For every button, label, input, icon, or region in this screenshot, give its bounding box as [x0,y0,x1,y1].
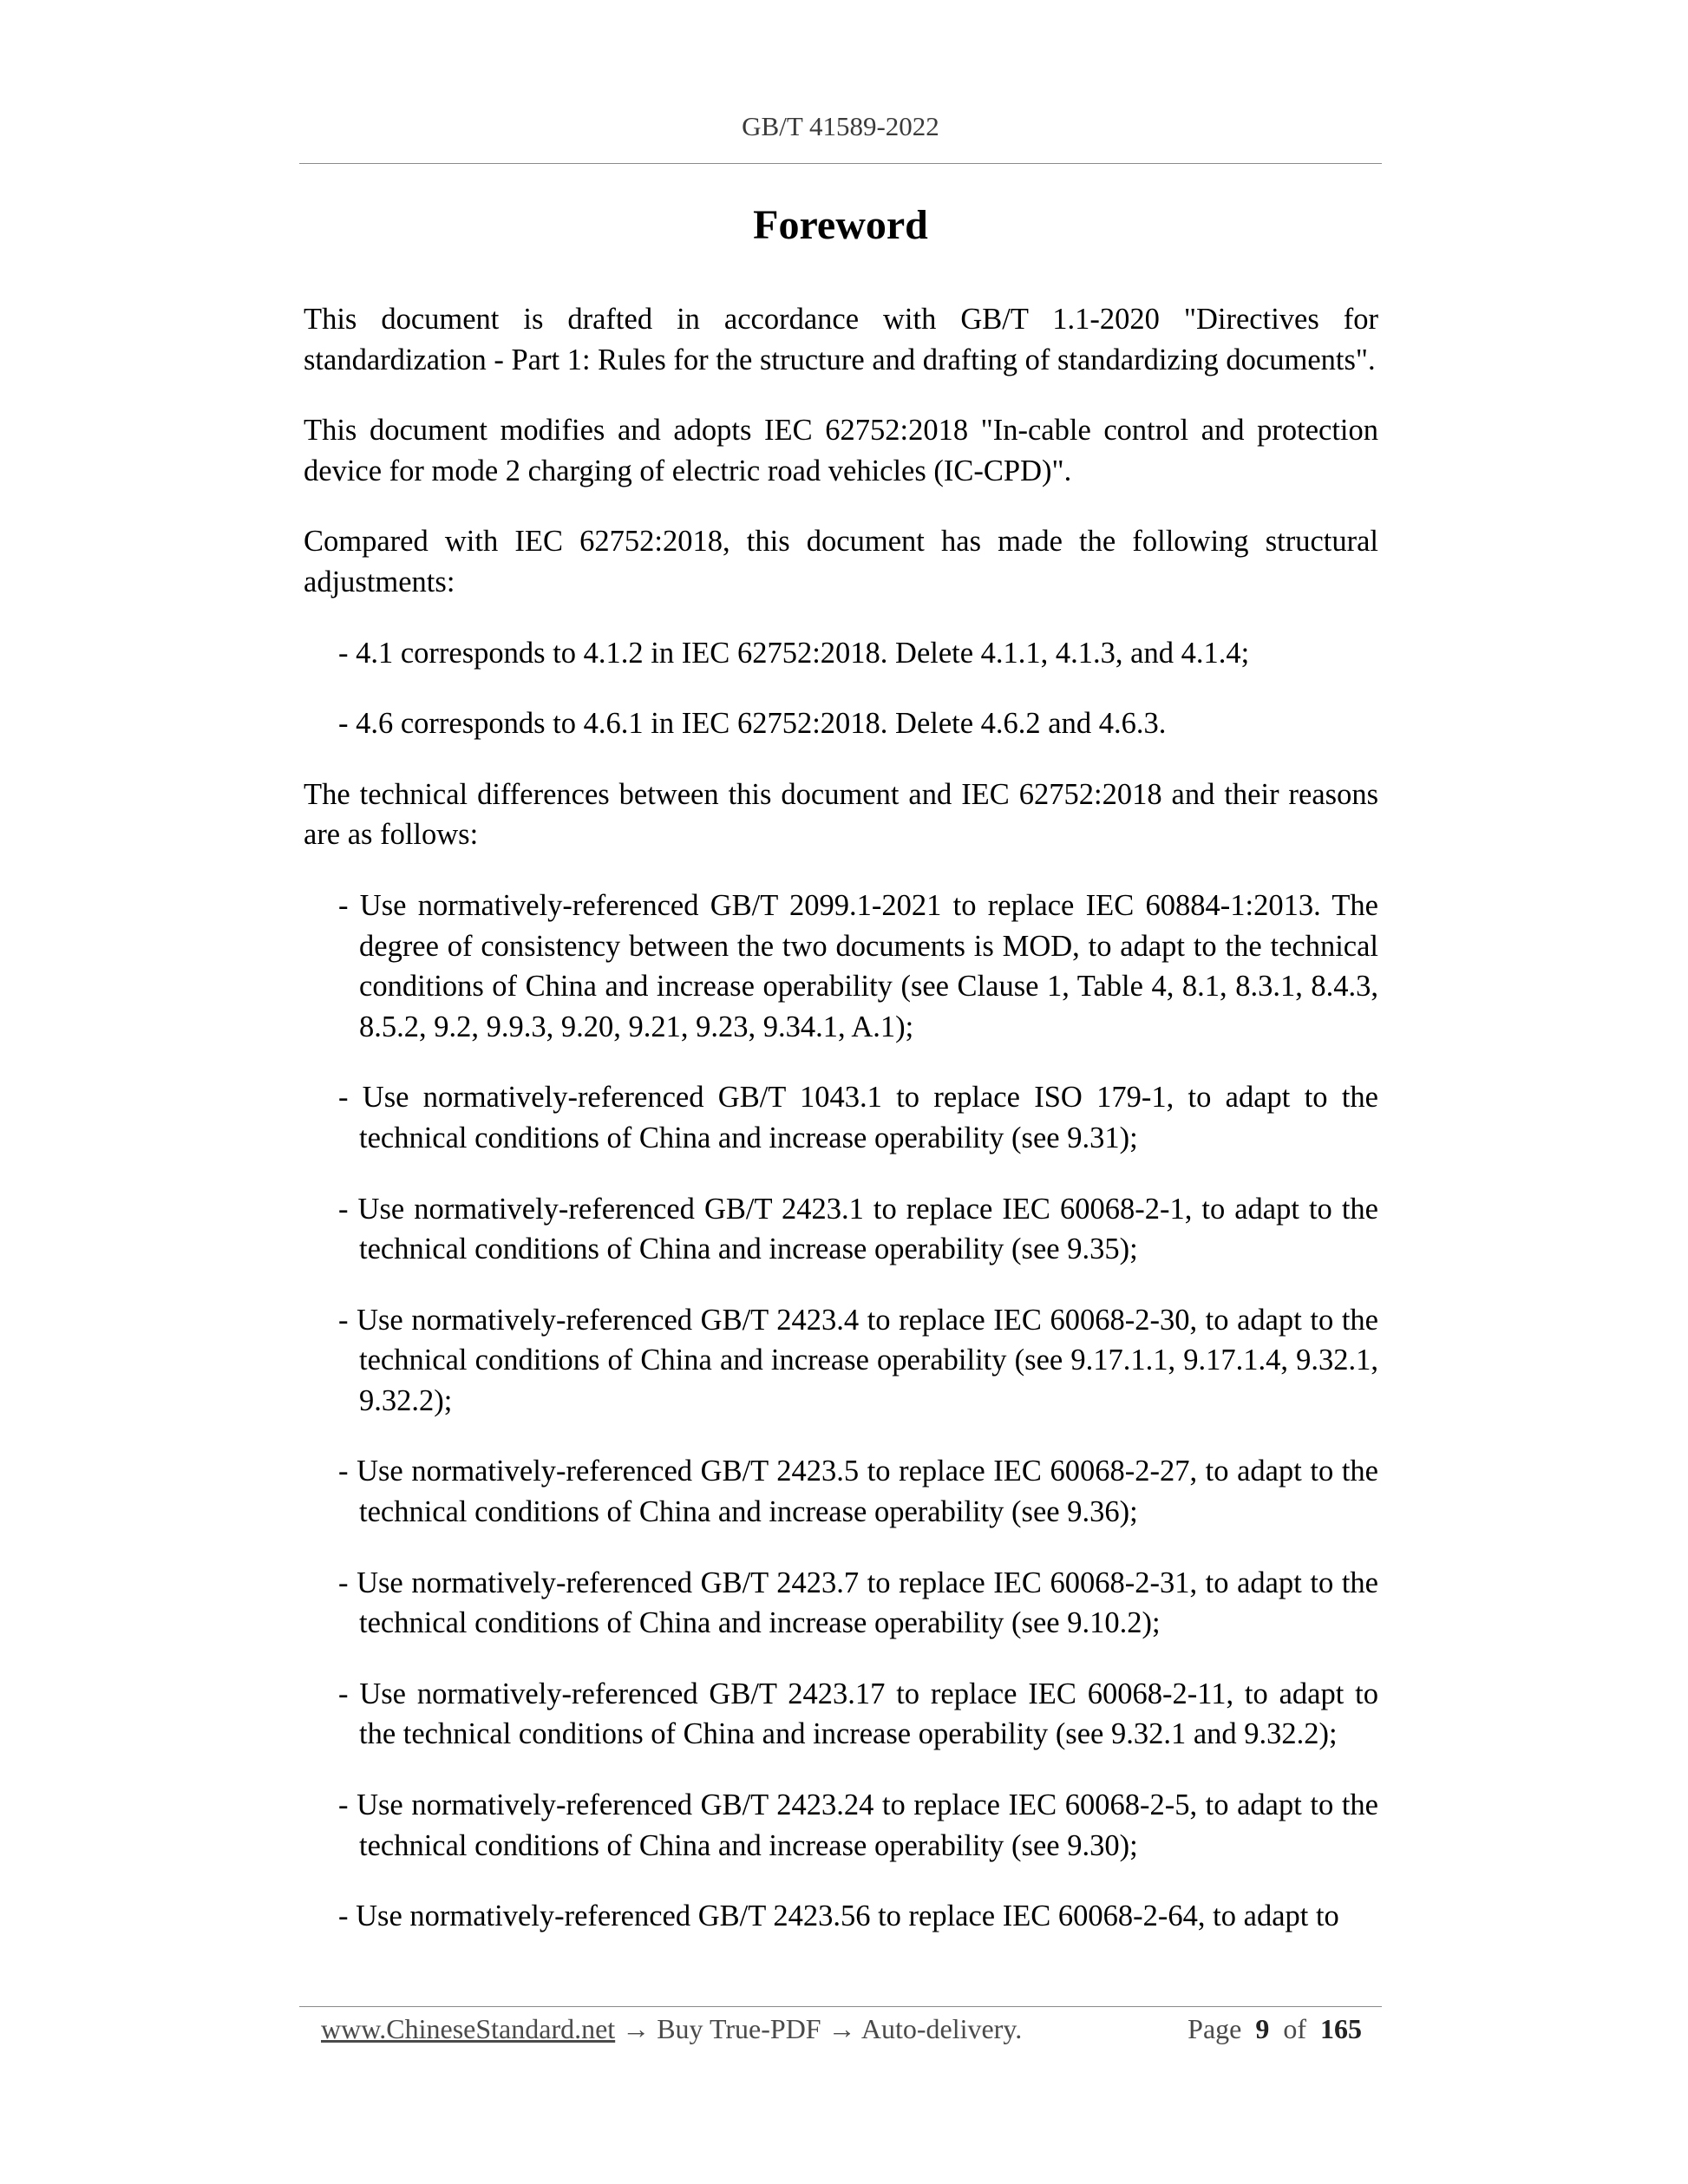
list-item: - Use normatively-referenced GB/T 2423.24 to replace IEC 60068-2-5, to adapt to the technical conditions of China and increase operability (see 9.30); [338,1788,1378,1862]
page-label: Page [1187,2013,1242,2044]
paragraph: Compared with IEC 62752:2018, this document has made the following structural adjustments: [304,525,1378,598]
list-item: - Use normatively-referenced GB/T 2423.5 to replace IEC 60068-2-27, to adapt to the technical conditions of China and increase operability (see 9.36); [338,1455,1378,1529]
list-item: - Use normatively-referenced GB/T 2423.7 to replace IEC 60068-2-31, to adapt to the technical conditions of China and increase operability (see 9.10.2); [338,1566,1378,1640]
site-link[interactable]: www.ChineseStandard.net [321,2013,616,2044]
list-item: - 4.1 corresponds to 4.1.2 in IEC 62752:2018. Delete 4.1.1, 4.1.3, and 4.1.4; [338,636,1250,670]
list-item: - 4.6 corresponds to 4.6.1 in IEC 62752:2018. Delete 4.6.2 and 4.6.3. [338,707,1167,741]
delivery-label: Auto-delivery. [860,2013,1023,2044]
header-divider [299,163,1382,164]
page-header-doc-id: GB/T 41589-2022 [742,111,939,141]
foreword-body [304,299,1378,1937]
of-label: of [1283,2013,1306,2044]
page-title: Foreword [753,202,928,248]
list-item: - Use normatively-referenced GB/T 2423.4 to replace IEC 60068-2-30, to adapt to the technical conditions of China and increase operability (see 9.17.1.1, 9.17.1.4, 9.32.1, 9.32.2); [338,1303,1378,1417]
list-item: - Use normatively-referenced GB/T 2423.1 to replace IEC 60068-2-1, to adapt to the technical conditions of China and increase operability (see 9.35); [338,1192,1378,1266]
page-current: 9 [1255,2013,1270,2044]
list-item: - Use normatively-referenced GB/T 1043.1 to replace ISO 179-1, to adapt to the technical conditions of China and increase operability (see 9.31); [338,1081,1378,1154]
list-item: - Use normatively-referenced GB/T 2423.17 to replace IEC 60068-2-11, to adapt to the technical conditions of China and increase operability (see 9.32.1 and 9.32.2); [338,1677,1378,1751]
page-total: 165 [1320,2013,1362,2044]
page-indicator [1187,2013,1362,2045]
paragraph: This document is drafted in accordance with GB/T 1.1-2020 "Directives for standardization - Part 1: Rules for the structure and drafting of standardizing documents". [304,303,1378,376]
arrow-icon: → [622,2013,651,2044]
arrow-icon: → [828,2013,856,2044]
paragraph: This document modifies and adopts IEC 62752:2018 "In-cable control and protection device for mode 2 charging of electric road vehicles (IC-CPD)". [304,414,1378,487]
list-item: - Use normatively-referenced GB/T 2099.1-2021 to replace IEC 60884-1:2013. The degree of consistency between the two documents is MOD, to adapt to the technical conditions of China and increase operability (see Clause 1, Table 4, 8.1, 8.3.1, 8.4.3, 8.5.2, 9.2, 9.9.3, 9.20, 9.21, 9.23, 9.34.1, A.1); [338,888,1378,1043]
list-item: - Use normatively-referenced GB/T 2423.56 to replace IEC 60068-2-64, to adapt to [338,1900,1339,1933]
paragraph: The technical differences between this document and IEC 62752:2018 and their reasons are as follows: [304,777,1378,852]
page-footer [321,2013,1362,2045]
footer-divider [299,2006,1382,2007]
buy-label: Buy True-PDF [657,2013,821,2044]
